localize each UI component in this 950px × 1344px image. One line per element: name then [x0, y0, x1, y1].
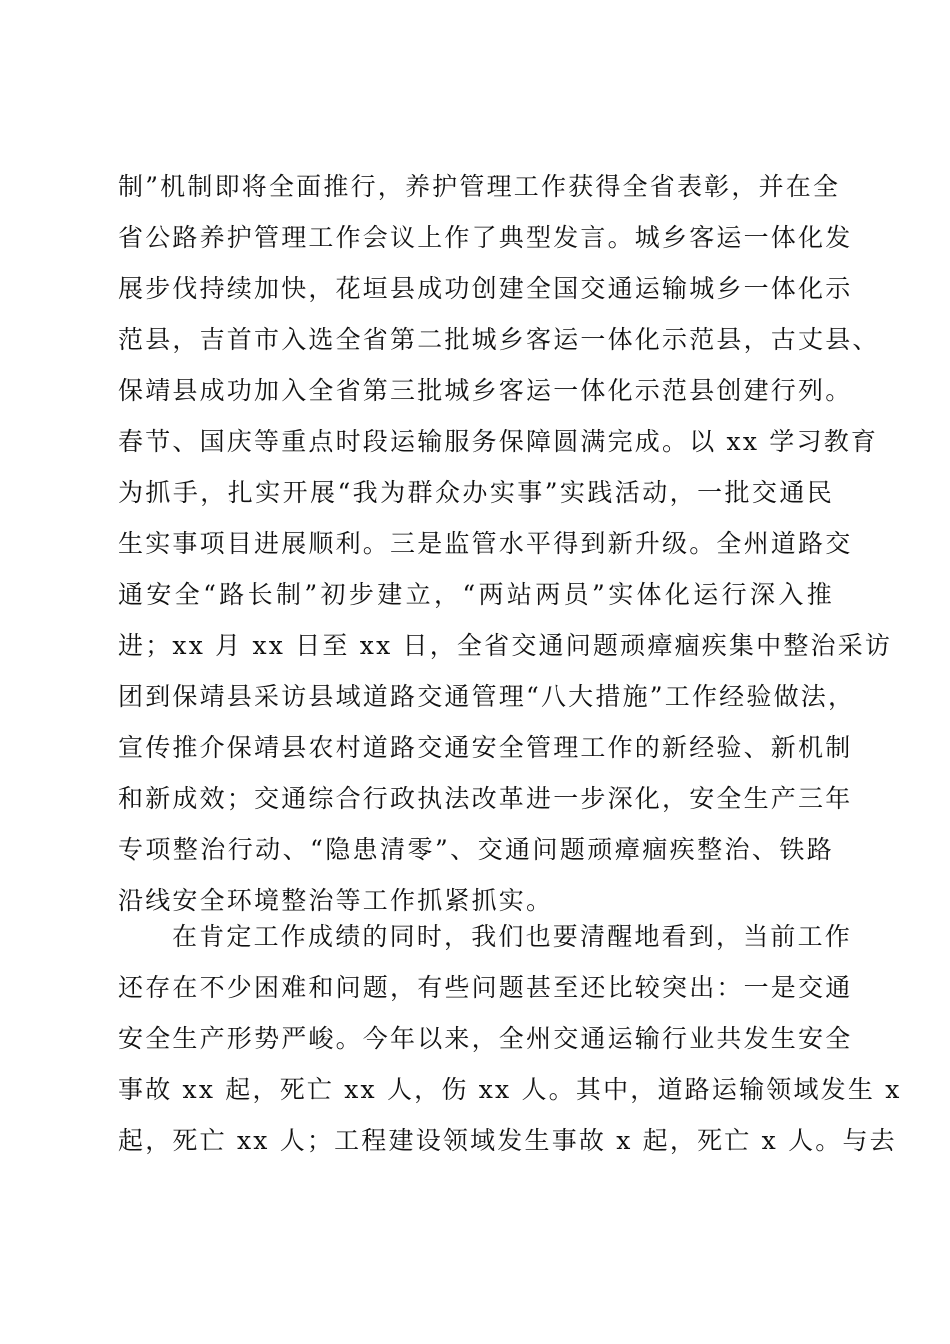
text-line: 春节、国庆等重点时段运输服务保障圆满完成。以 xx 学习教育 [118, 427, 879, 456]
text-line: 团到保靖县采访县域道路交通管理“八大措施”工作经验做法， [118, 682, 856, 711]
text-line: 制”机制即将全面推行，养护管理工作获得全省表彰，并在全 [118, 172, 841, 201]
text-line: 起，死亡 xx 人；工程建设领域发生事故 x 起，死亡 x 人。与去 [118, 1126, 897, 1155]
text-line: 宣传推介保靖县农村道路交通安全管理工作的新经验、新机制 [118, 733, 853, 762]
text-line: 通安全“路长制”初步建立，“两站两员”实体化运行深入推 [118, 580, 834, 609]
paragraph-1 [118, 161, 893, 926]
text-line: 进；xx 月 xx 日至 xx 日，全省交通问题顽瘴痼疾集中整治采访 [118, 631, 893, 660]
text-line: 事故 xx 起，死亡 xx 人，伤 xx 人。其中，道路运输领域发生 x [118, 1075, 902, 1104]
text-line: 生实事项目进展顺利。三是监管水平得到新升级。全州道路交 [118, 529, 853, 558]
text-line: 范县，吉首市入选全省第二批城乡客运一体化示范县，古丈县、 [118, 325, 880, 354]
text-line: 还存在不少困难和问题，有些问题甚至还比较突出：一是交通 [118, 973, 853, 1002]
text-line: 展步伐持续加快，花垣县成功创建全国交通运输城乡一体化示 [118, 274, 853, 303]
text-line: 为抓手，扎实开展“我为群众办实事”实践活动，一批交通民 [118, 478, 834, 507]
text-line: 在肯定工作成绩的同时，我们也要清醒地看到，当前工作 [172, 922, 853, 951]
text-line: 专项整治行动、“隐患清零”、交通问题顽瘴痼疾整治、铁路 [118, 835, 834, 864]
text-line: 保靖县成功加入全省第三批城乡客运一体化示范县创建行列。 [118, 376, 853, 405]
text-line: 和新成效；交通综合行政执法改革进一步深化，安全生产三年 [118, 784, 853, 813]
text-line: 省公路养护管理工作会议上作了典型发言。城乡客运一体化发 [118, 223, 853, 252]
text-line: 沿线安全环境整治等工作抓紧抓实。 [118, 886, 554, 915]
text-line: 安全生产形势严峻。今年以来，全州交通运输行业共发生安全 [118, 1024, 853, 1053]
paragraph-2 [118, 911, 902, 1166]
